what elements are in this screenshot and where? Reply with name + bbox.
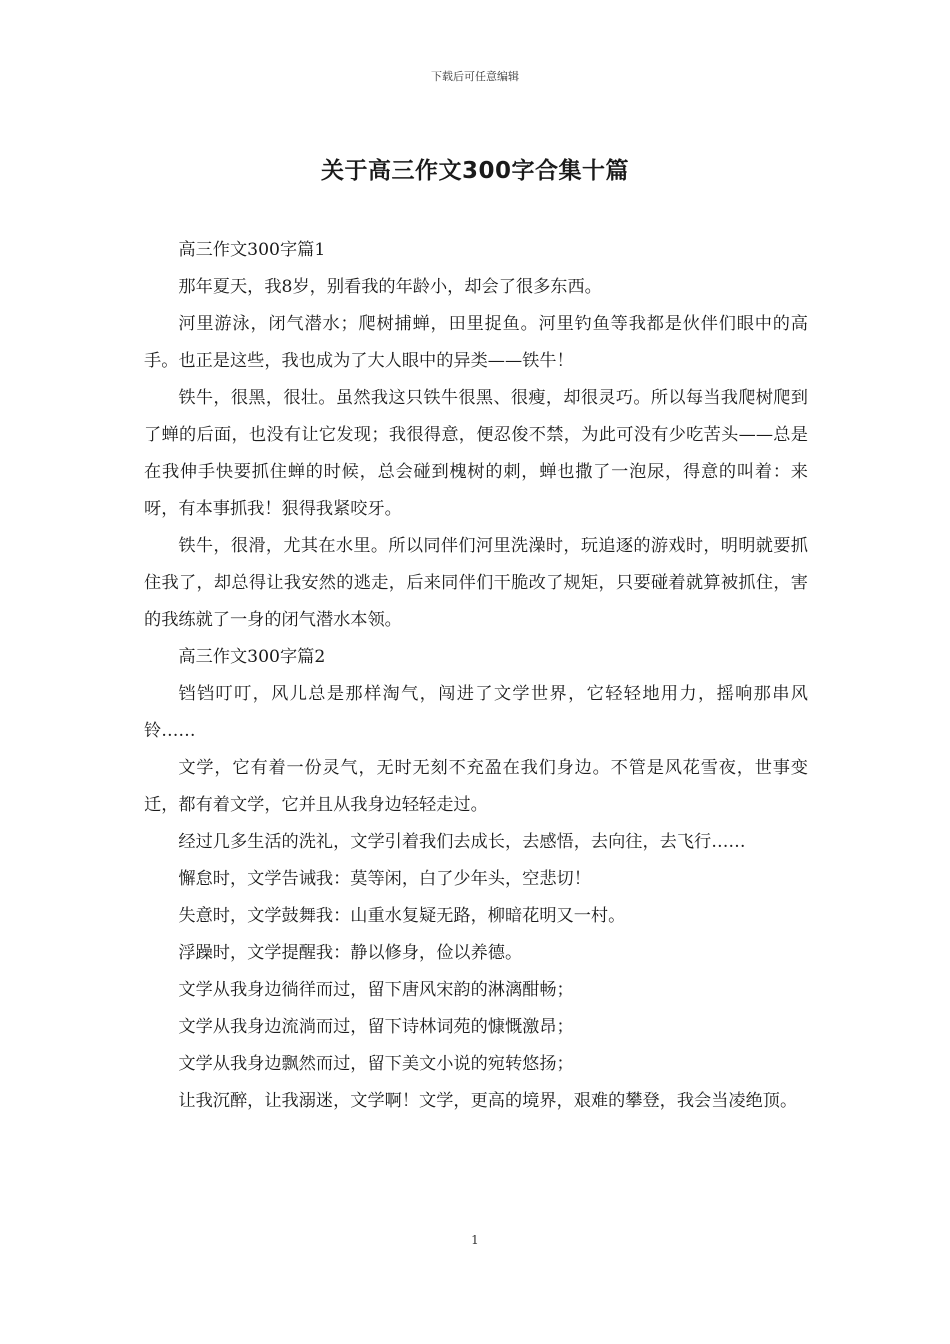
page-header: 下载后可任意编辑 bbox=[431, 70, 519, 83]
paragraph: 文学从我身边飘然而过，留下美文小说的宛转悠扬； bbox=[178, 1054, 574, 1074]
paragraph: 经过几多生活的洗礼，文学引着我们去成长，去感悟，去向往，去飞行…… bbox=[178, 832, 746, 852]
section-heading-1: 高三作文300字篇1 bbox=[178, 240, 326, 260]
section-heading-2: 高三作文300字篇2 bbox=[178, 647, 326, 667]
paragraph: 铁牛，很滑，尤其在水里。所以同伴们河里洗澡时，玩追逐的游戏时，明明就要抓住我了，却总得让我安然的逃走，后来同伴们干脆改了规矩，只要碰着就算被抓住，害的我练就了一身的闭气潜水本领。 bbox=[144, 536, 808, 630]
paragraph: 那年夏天，我8岁，别看我的年龄小，却会了很多东西。 bbox=[178, 277, 602, 297]
paragraph: 浮躁时，文学提醒我：静以修身，俭以养德。 bbox=[178, 943, 523, 963]
paragraph: 铁牛，很黑，很壮。虽然我这只铁牛很黑、很瘦，却很灵巧。所以每当我爬树爬到了蝉的后面，也没有让它发现；我很得意，便忍俊不禁，为此可没有少吃苦头——总是在我伸手快要抓住蝉的时候，总会碰到槐树的刺，蝉也撒了一泡尿，得意的叫着：来呀，有本事抓我！狠得我紧咬牙。 bbox=[144, 388, 808, 519]
page-number: 1 bbox=[471, 1233, 479, 1247]
document-title: 关于高三作文300字合集十篇 bbox=[320, 158, 629, 184]
paragraph: 文学从我身边流淌而过，留下诗林词苑的慷慨激昂； bbox=[178, 1017, 574, 1037]
document-body bbox=[144, 232, 808, 1120]
paragraph: 失意时，文学鼓舞我：山重水复疑无路，柳暗花明又一村。 bbox=[178, 906, 626, 926]
paragraph: 文学，它有着一份灵气，无时无刻不充盈在我们身边。不管是风花雪夜，世事变迁，都有着文学，它并且从我身边轻轻走过。 bbox=[144, 758, 808, 815]
paragraph: 懈怠时，文学告诫我：莫等闲，白了少年头，空悲切！ bbox=[178, 869, 591, 889]
paragraph: 文学从我身边徜徉而过，留下唐风宋韵的淋漓酣畅； bbox=[178, 980, 574, 1000]
paragraph: 让我沉醉，让我溺迷，文学啊！文学，更高的境界，艰难的攀登，我会当凌绝顶。 bbox=[178, 1091, 798, 1111]
paragraph: 河里游泳，闭气潜水；爬树捕蝉，田里捉鱼。河里钓鱼等我都是伙伴们眼中的高手。也正是这些，我也成为了大人眼中的异类——铁牛！ bbox=[144, 314, 808, 371]
paragraph: 铛铛叮叮，风儿总是那样淘气，闯进了文学世界，它轻轻地用力，摇响那串风铃…… bbox=[144, 684, 808, 741]
